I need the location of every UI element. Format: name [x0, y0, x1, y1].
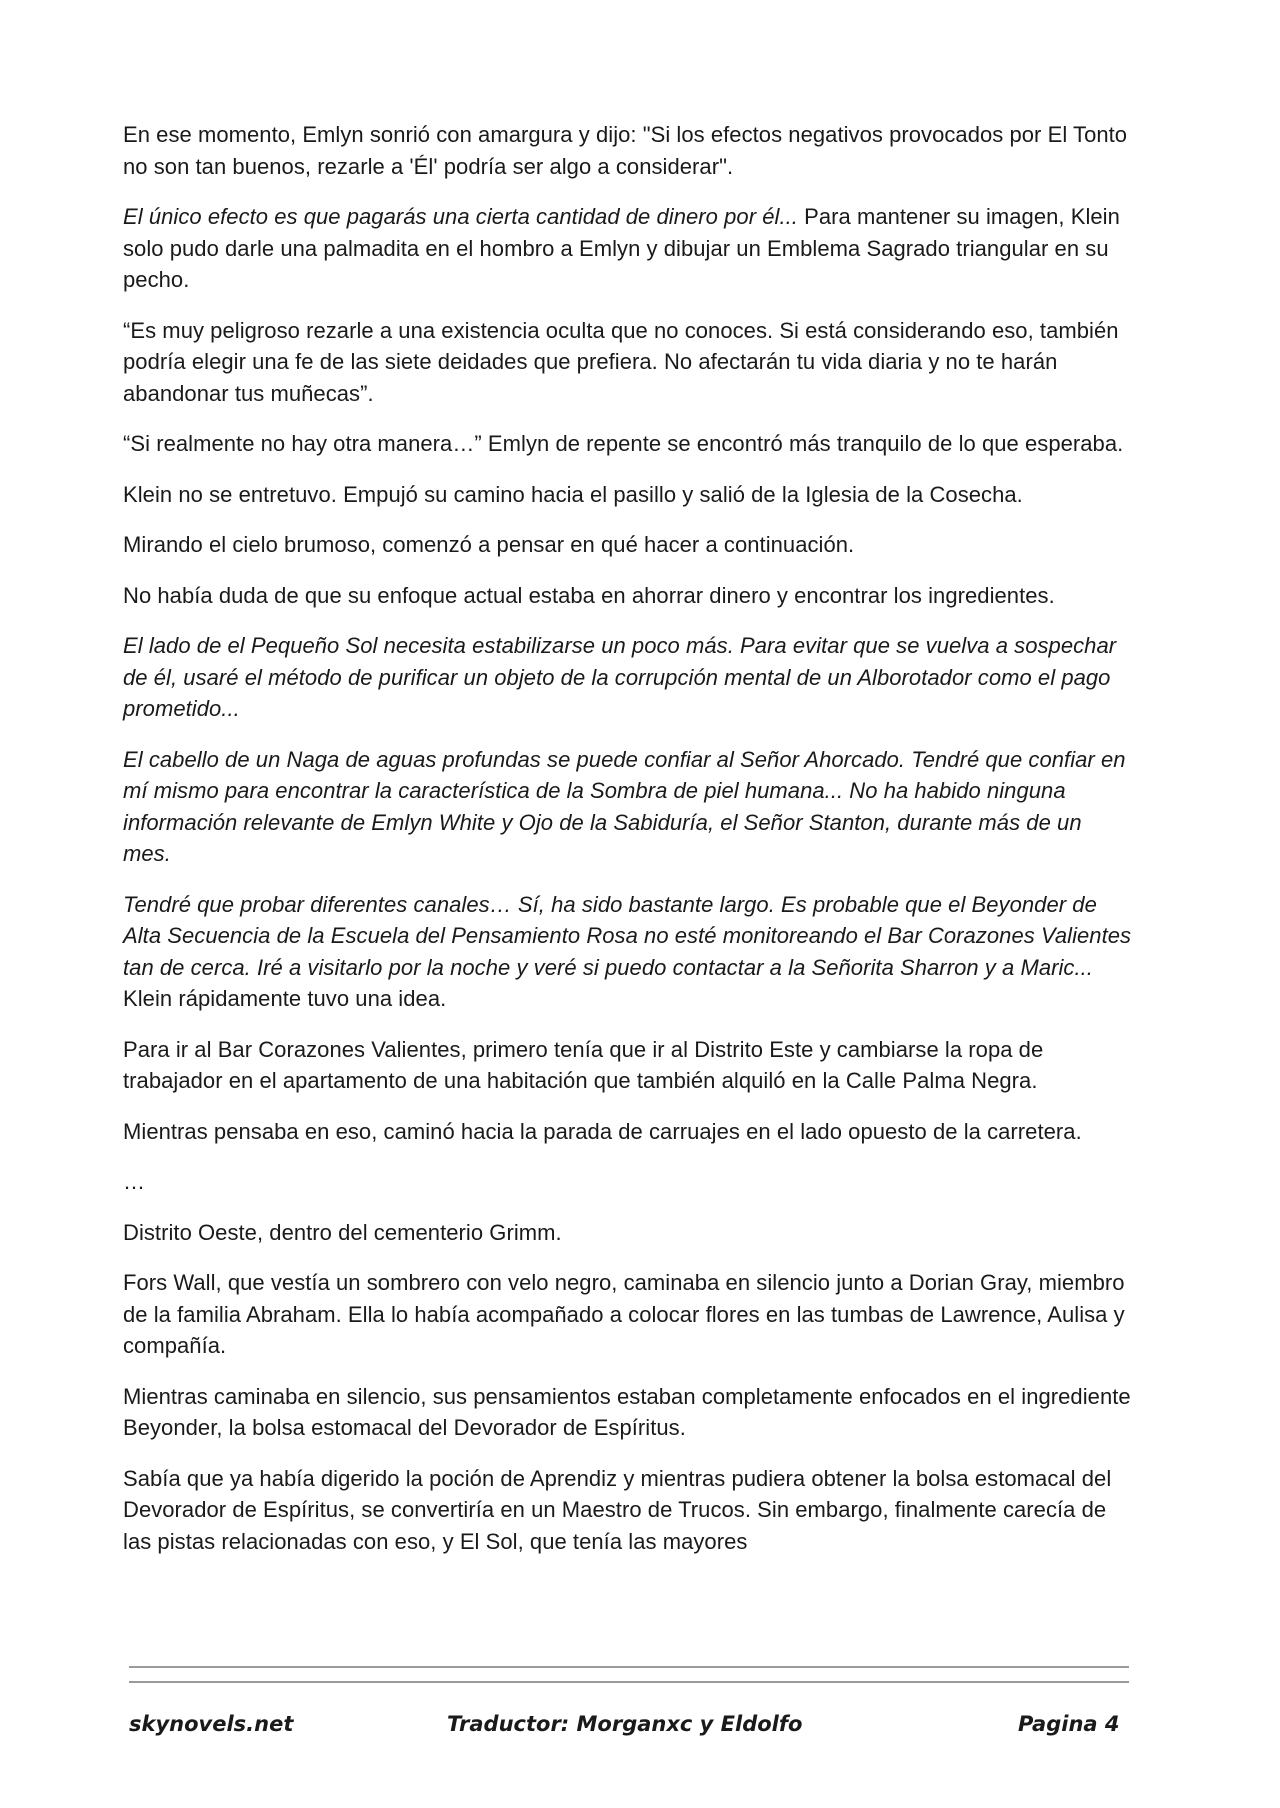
text-segment: Fors Wall, que vestía un sombrero con velo negro, caminaba en silencio junto a Dorian Gray, miembro de la familia Abraham. Ella lo había acompañado a colocar flores en las tumbas de Lawrence, Aulisa y compañía. — [123, 1270, 1125, 1358]
paragraph — [123, 744, 1133, 870]
text-segment: … — [123, 1169, 146, 1194]
paragraph — [123, 1116, 1133, 1148]
paragraph — [123, 889, 1133, 1015]
paragraph — [123, 580, 1133, 612]
footer-translator: Traductor: Morganxc y Eldolfo — [447, 1712, 803, 1736]
footer-divider-bottom — [129, 1681, 1129, 1683]
italic-thought: Tendré que probar diferentes canales… Sí, ha sido bastante largo. Es probable que el Beyonder de Alta Secuencia de la Escuela del Pensamiento Rosa no esté monitoreando el Bar Corazones Valientes tan de cerca. Iré a visitarlo por la noche y veré si puedo contactar a la Señorita Sharron y a Maric... — [123, 891, 1132, 980]
paragraph — [123, 1463, 1133, 1558]
italic-thought: El cabello de un Naga de aguas profundas se puede confiar al Señor Ahorcado. Tendré que confiar en mí mismo para encontrar la característica de la Sombra de piel humana... No ha habido ninguna información relevante de Emlyn White y Ojo de la Sabiduría, el Señor Stanton, durante más de un mes. — [123, 746, 1126, 866]
footer-page-number: Pagina 4 — [1018, 1712, 1120, 1736]
text-segment: Klein rápidamente tuvo una idea. — [123, 986, 447, 1011]
paragraph — [123, 1381, 1133, 1444]
text-segment: Para ir al Bar Corazones Valientes, primero tenía que ir al Distrito Este y cambiarse la ropa de trabajador en el apartamento de una habitación que también alquiló en la Calle Palma Negra. — [123, 1036, 1044, 1093]
text-segment: “Es muy peligroso rezarle a una existencia oculta que no conoces. Si está considerando eso, también podría elegir una fe de las siete deidades que prefiera. No afectarán tu vida diaria y no te harán abandonar tus muñecas”. — [123, 317, 1119, 406]
paragraph — [123, 1267, 1133, 1362]
italic-thought: El único efecto es que pagarás una cierta cantidad de dinero por él... — [123, 204, 798, 229]
footer-divider-top — [129, 1666, 1129, 1668]
paragraph — [123, 201, 1133, 296]
paragraph — [123, 315, 1133, 410]
paragraph — [123, 119, 1133, 182]
text-segment: Klein no se entretuvo. Empujó su camino hacia el pasillo y salió de la Iglesia de la Cosecha. — [123, 481, 1023, 507]
paragraph — [123, 529, 1133, 561]
text-segment: Para mantener su imagen, Klein solo pudo darle una palmadita en el hombro a Emlyn y dibujar un Emblema Sagrado triangular en su pecho. — [123, 204, 1120, 292]
paragraph — [123, 1034, 1133, 1097]
text-segment: Sabía que ya había digerido la poción de Aprendiz y mientras pudiera obtener la bolsa estomacal del Devorador de Espíritus, se convertiría en un Maestro de Trucos. Sin embargo, finalmente carecía de las pistas relacionadas con eso, y El Sol, que tenía las mayores — [123, 1465, 1112, 1554]
footer-site: skynovels.net — [129, 1712, 294, 1736]
paragraph — [123, 630, 1133, 725]
scene-break — [123, 1166, 1133, 1198]
document-body — [123, 119, 1133, 1576]
paragraph — [123, 428, 1133, 460]
paragraph — [123, 1217, 1133, 1249]
text-segment: Mientras caminaba en silencio, sus pensamientos estaban completamente enfocados en el ingrediente Beyonder, la bolsa estomacal del Devorador de Espíritus. — [123, 1383, 1131, 1440]
text-segment: No había duda de que su enfoque actual estaba en ahorrar dinero y encontrar los ingredientes. — [123, 582, 1055, 608]
italic-thought: El lado de el Pequeño Sol necesita estabilizarse un poco más. Para evitar que se vuelva a sospechar de él, usaré el método de purificar un objeto de la corrupción mental de un Alborotador como el pago prometido... — [123, 633, 1117, 721]
text-segment: Mirando el cielo brumoso, comenzó a pensar en qué hacer a continuación. — [123, 532, 855, 557]
text-segment: En ese momento, Emlyn sonrió con amargura y dijo: "Si los efectos negativos provocados por El Tonto no son tan buenos, rezarle a 'Él' podría ser algo a considerar". — [123, 122, 1128, 179]
text-segment: Distrito Oeste, dentro del cementerio Grimm. — [123, 1219, 562, 1245]
text-segment: “Si realmente no hay otra manera…” Emlyn de repente se encontró más tranquilo de lo que esperaba. — [123, 431, 1124, 456]
text-segment: Mientras pensaba en eso, caminó hacia la parada de carruajes en el lado opuesto de la carretera. — [123, 1118, 1082, 1144]
paragraph — [123, 479, 1133, 511]
